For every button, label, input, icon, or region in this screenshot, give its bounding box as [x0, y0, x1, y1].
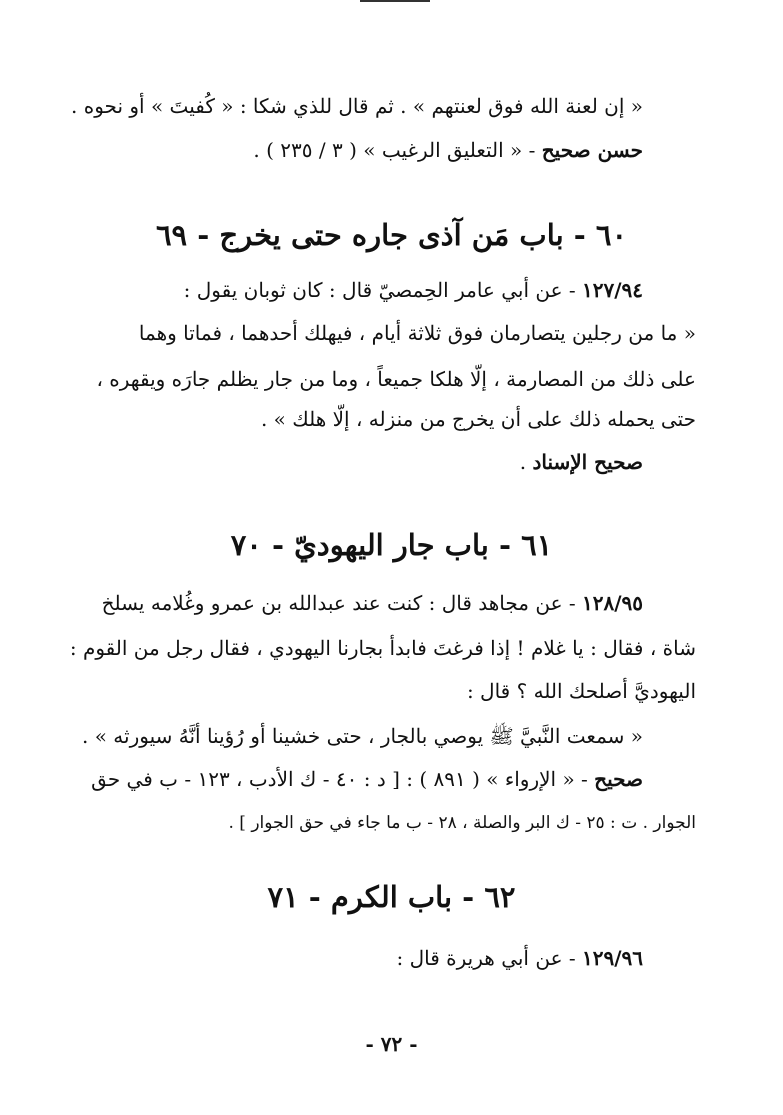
- grade-line-3: صحيح - « الإرواء » ( ٨٩١ ) : [ د : ٤٠ - ك الأدب ، ١٢٣ - ب في حق: [91, 767, 643, 791]
- grade-label: حسن صحيح: [541, 138, 643, 162]
- page-number: - ٧٢ -: [365, 1032, 418, 1056]
- chapter-heading-61: ٦١ - باب جار اليهوديّ - ٧٠: [230, 528, 553, 562]
- text-line-7: « سمعت النَّبيَّ ﷺ يوصي بالجار ، حتى خشينا أو رُؤينا أنَّهُ سيورثه » .: [82, 724, 643, 748]
- hadith-number-line-96: ١٢٩/٩٦ - عن أبي هريرة قال :: [396, 946, 643, 970]
- top-rule: [360, 0, 430, 2]
- text-line-4: حتى يحمله ذلك على أن يخرج من منزله ، إلّا هلك » .: [260, 407, 696, 431]
- grade-label: صحيح الإسناد: [532, 450, 643, 474]
- text-line-1: « إن لعنة الله فوق لعنتهم » . ثم قال للذي شكا : « كُفيتَ » أو نحوه .: [71, 94, 643, 118]
- grade-line-1: حسن صحيح - « التعليق الرغيب » ( ٣ / ٢٣٥ ) .: [253, 138, 643, 162]
- hadith-number: ١٢٨/٩٥: [581, 591, 643, 615]
- chapter-heading-62: ٦٢ - باب الكرم - ٧١: [267, 880, 516, 914]
- hadith-number-line-94: ١٢٧/٩٤ - عن أبي عامر الحِمصيّ قال : كان ثوبان يقول :: [183, 278, 643, 302]
- reference-line: الجوار . ت : ٢٥ - ك البر والصلة ، ٢٨ - ب ما جاء في حق الجوار ] .: [228, 813, 696, 833]
- text-line-3: على ذلك من المصارمة ، إلّا هلكا جميعاً ، وما من جار يظلم جارَه ويقهره ،: [96, 367, 696, 391]
- text-line-2: « ما من رجلين يتصارمان فوق ثلاثة أيام ، فيهلك أحدهما ، فماتا وهما: [138, 321, 696, 345]
- hadith-number: ١٢٩/٩٦: [581, 946, 643, 970]
- hadith-number-line-95: ١٢٨/٩٥ - عن مجاهد قال : كنت عند عبدالله بن عمرو وغُلامه يسلخ: [101, 591, 643, 615]
- chapter-heading-60: ٦٠ - باب مَن آذى جاره حتى يخرج - ٦٩: [155, 218, 628, 252]
- grade-line-2: صحيح الإسناد .: [519, 450, 643, 474]
- hadith-number: ١٢٧/٩٤: [581, 278, 643, 302]
- grade-label: صحيح: [594, 767, 643, 791]
- text-line-5: شاة ، فقال : يا غلام ! إذا فرغتَ فابدأ بجارنا اليهودي ، فقال رجل من القوم :: [69, 636, 696, 660]
- text-line-6: اليهوديَّ أصلحك الله ؟ قال :: [466, 679, 696, 703]
